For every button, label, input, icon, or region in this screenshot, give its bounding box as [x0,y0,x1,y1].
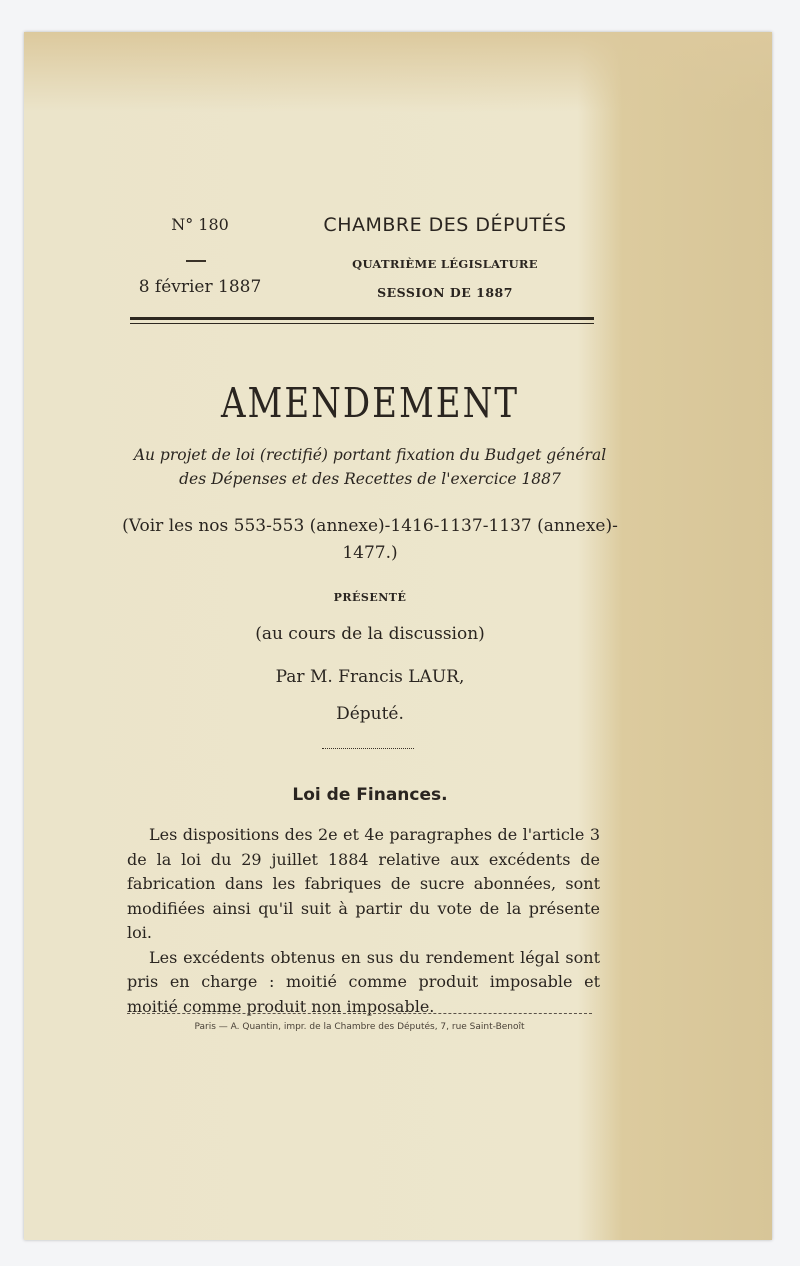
reference-line-2: 1477.) [342,543,398,563]
section-heading: Loi de Finances. [292,785,448,805]
reference-note [110,513,630,567]
document-number: N° 180 [171,215,229,234]
subtitle-line-1: Au projet de loi (rectifié) portant fixation du Budget général [133,446,607,464]
presented-label: PRÉSENTÉ [333,591,407,604]
number-divider [186,260,206,262]
header-rule-thin [130,323,594,324]
legislature-label: QUATRIÈME LÉGISLATURE [352,257,538,271]
section-separator [322,748,414,749]
section-body [127,823,600,1019]
footer-rule [127,1013,592,1014]
header-rule-thick [130,317,594,320]
presentation-context: (au cours de la discussion) [255,624,485,644]
author-line: Par M. Francis LAUR, [275,667,465,687]
document-date: 8 février 1887 [138,277,262,297]
document-title: AMENDEMENT [220,380,520,428]
body-paragraph-2: Les excédents obtenus en sus du rendement légal sont pris en charge : moitié comme produit imposable et moitié comme produit non imposable. [127,947,600,1016]
paper-discoloration [24,32,772,112]
reference-line-1: (Voir les nos 553-553 (annexe)-1416-1137-1137 (annexe)- [122,516,618,536]
author-role: Député. [336,704,404,724]
printer-imprint: Paris — A. Quantin, impr. de la Chambre des Députés, 7, rue Saint-Benoît [194,1022,525,1032]
subtitle-line-2: des Dépenses et des Recettes de l'exercice 1887 [179,470,561,488]
chamber-title: CHAMBRE DES DÉPUTÉS [323,214,567,236]
document-subtitle [110,443,630,491]
session-label: SESSION DE 1887 [377,285,513,300]
body-paragraph-1: Les dispositions des 2e et 4e paragraphes de l'article 3 de la loi du 29 juillet 1884 relative aux excédents de fabrication dans les fabriques de sucre abonnées, sont modifiées ainsi qu'il suit à partir du vote de la présente loi. [127,825,600,942]
